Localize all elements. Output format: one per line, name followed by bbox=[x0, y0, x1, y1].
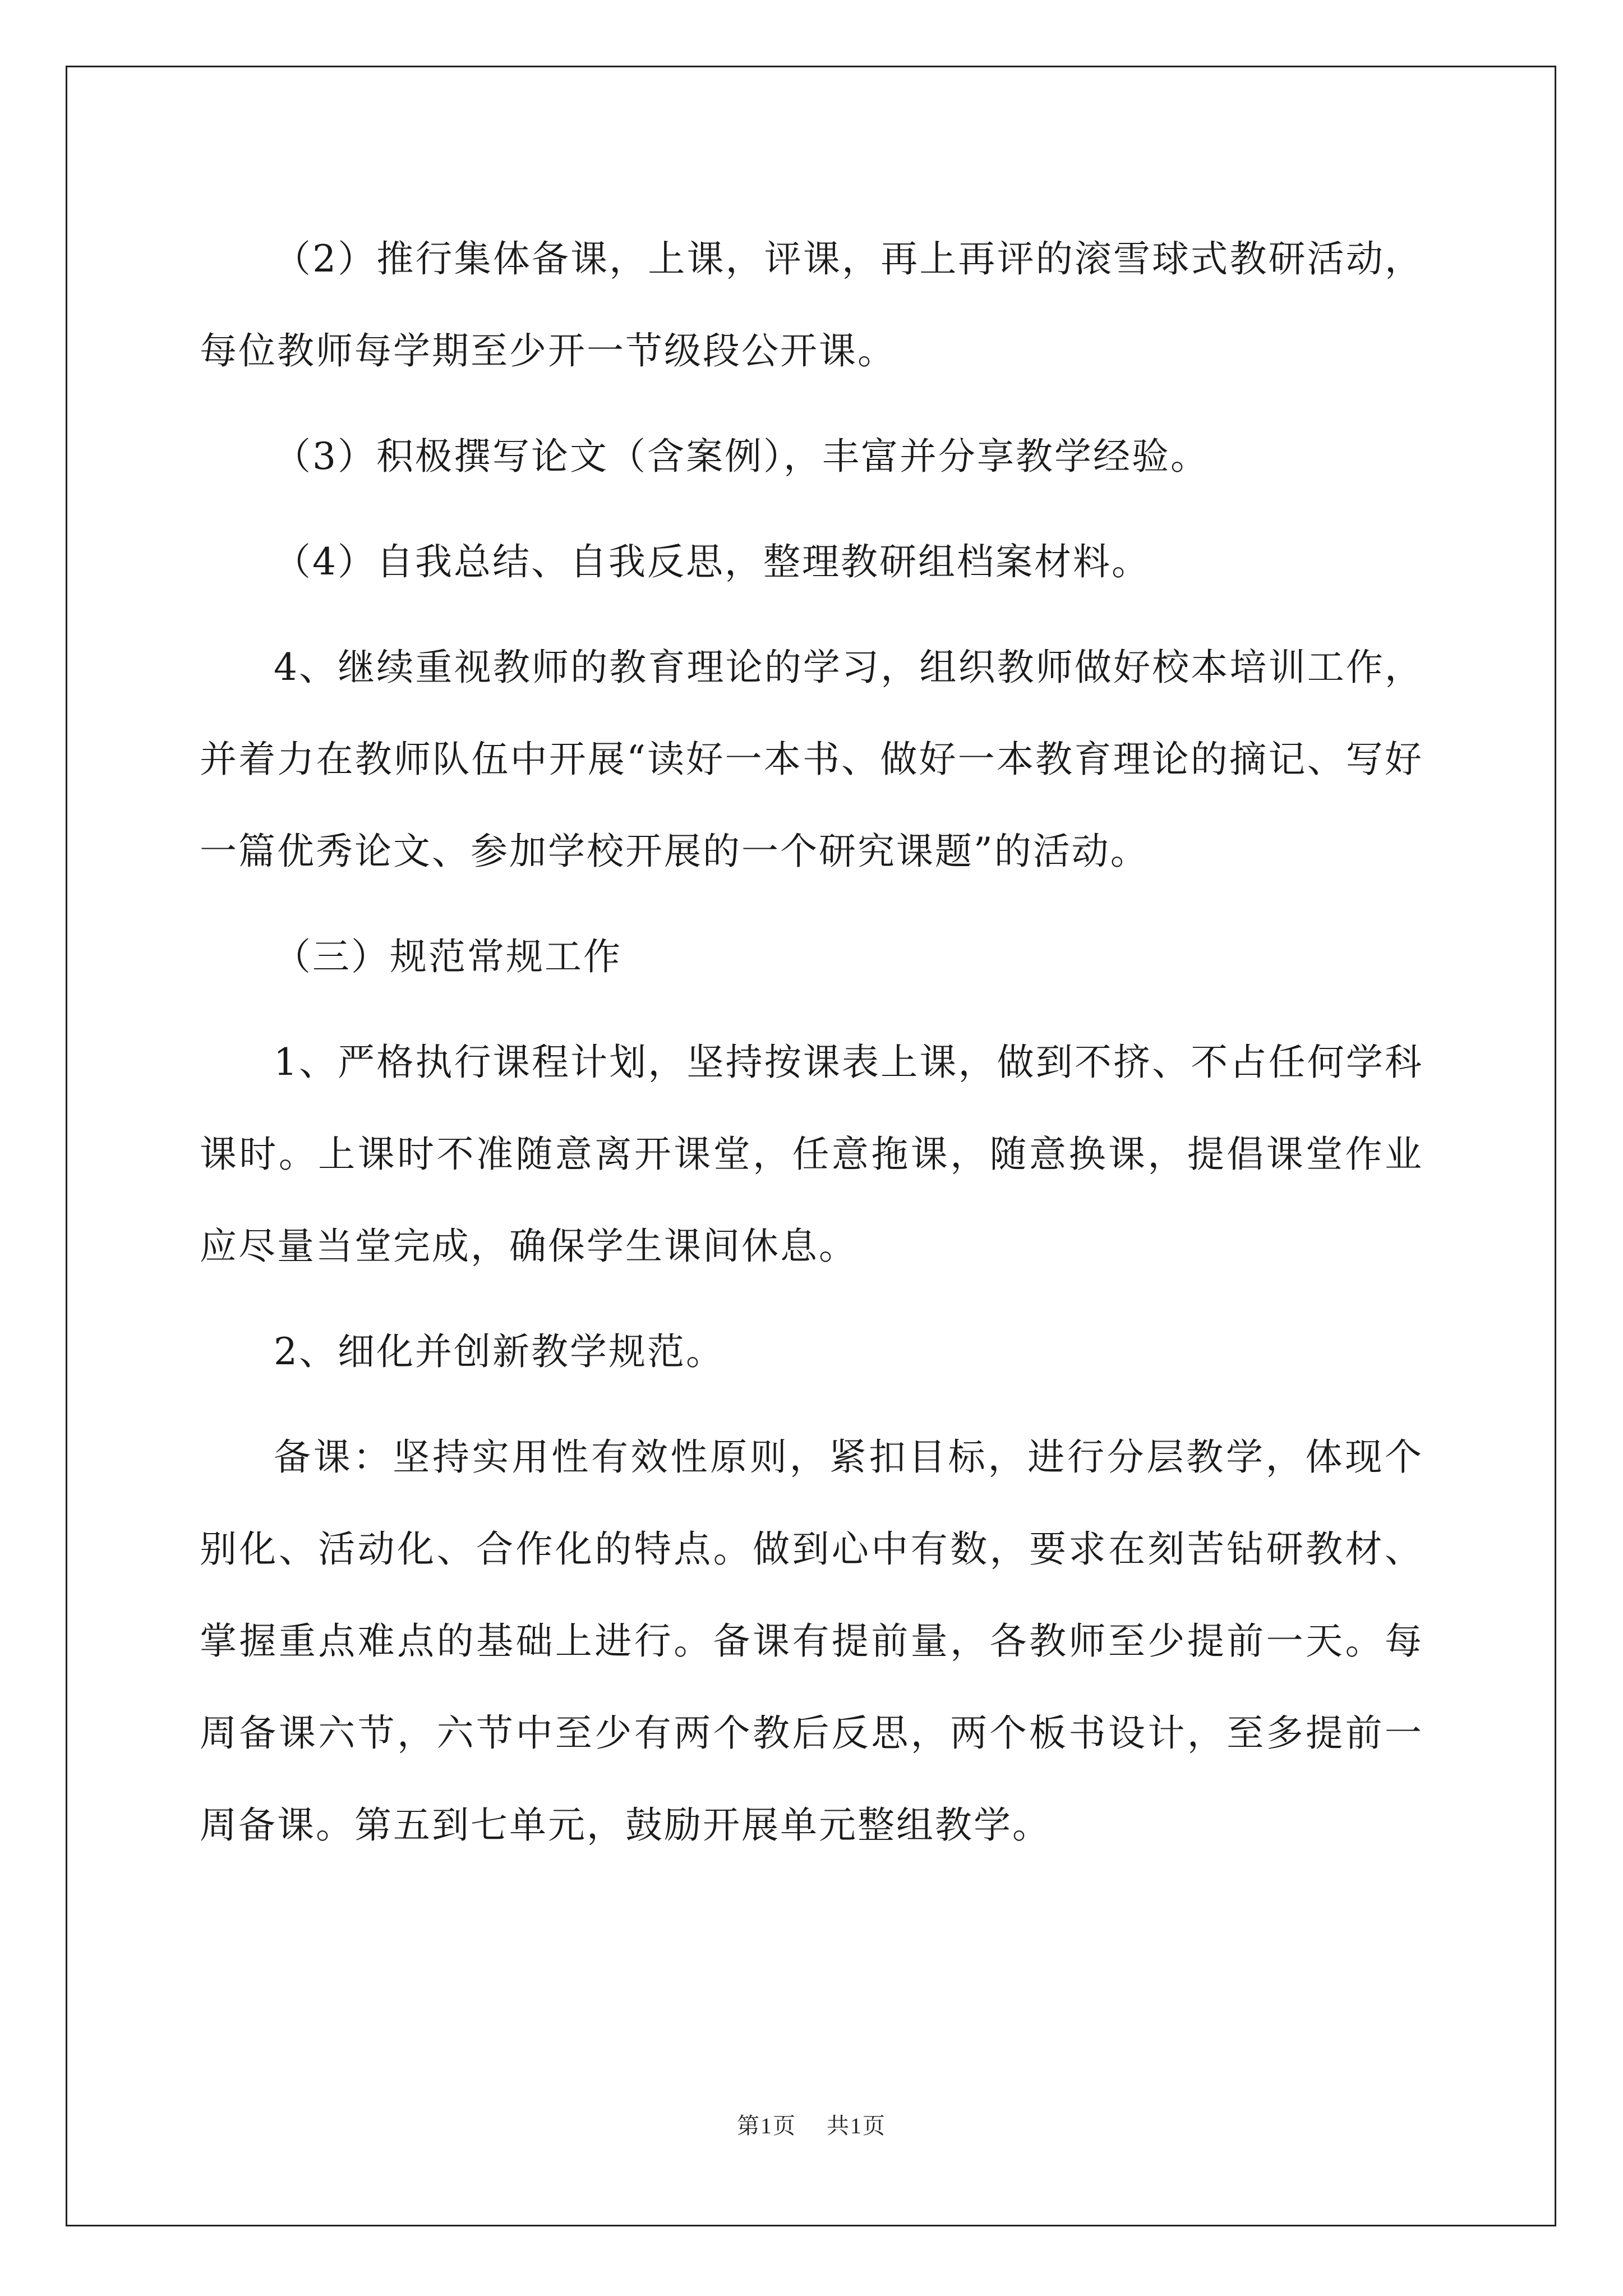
paragraph-write-papers: （3）积极撰写论文（含案例），丰富并分享教学经验。 bbox=[274, 435, 1209, 478]
section-heading-routine-work: （三）规范常规工作 bbox=[274, 935, 622, 978]
paragraph-curriculum-plan: 1、严格执行课程计划，坚持按课表上课，做到不挤、不占任何学科课时。上课时不准随意离开课堂，任意拖课，随意换课，提倡课堂作业应尽量当堂完成，确保学生课间休息。 bbox=[200, 1041, 1423, 1268]
page-number-current: 第1页 bbox=[737, 2113, 796, 2138]
paragraph-lesson-preparation: 备课：坚持实用性有效性原则，紧扣目标，进行分层教学，体现个别化、活动化、合作化的特点。做到心中有数，要求在刻苦钻研教材、掌握重点难点的基础上进行。备课有提前量，各教师至少提前一天。每周备课六节，六节中至少有两个教后反思，两个板书设计，至多提前一周备课。第五到七单元，鼓励开展单元整组教学。 bbox=[200, 1435, 1423, 1847]
document-body bbox=[200, 213, 1423, 1871]
page-footer bbox=[0, 2108, 1623, 2140]
paragraph-self-reflection: （4）自我总结、自我反思，整理教研组档案材料。 bbox=[274, 540, 1150, 583]
paragraph-theory-study: 4、继续重视教师的教育理论的学习，组织教师做好校本培训工作，并着力在教师队伍中开展“读好一本书、做好一本教育理论的摘记、写好一篇优秀论文、参加学校开展的一个研究课题”的活动。 bbox=[200, 646, 1423, 873]
paragraph-collective-lesson-prep: （2）推行集体备课，上课，评课，再上再评的滚雪球式教研活动，每位教师每学期至少开一节级段公开课。 bbox=[200, 237, 1423, 372]
page-number-total: 共1页 bbox=[827, 2113, 886, 2138]
paragraph-teaching-norms: 2、细化并创新教学规范。 bbox=[274, 1330, 725, 1373]
